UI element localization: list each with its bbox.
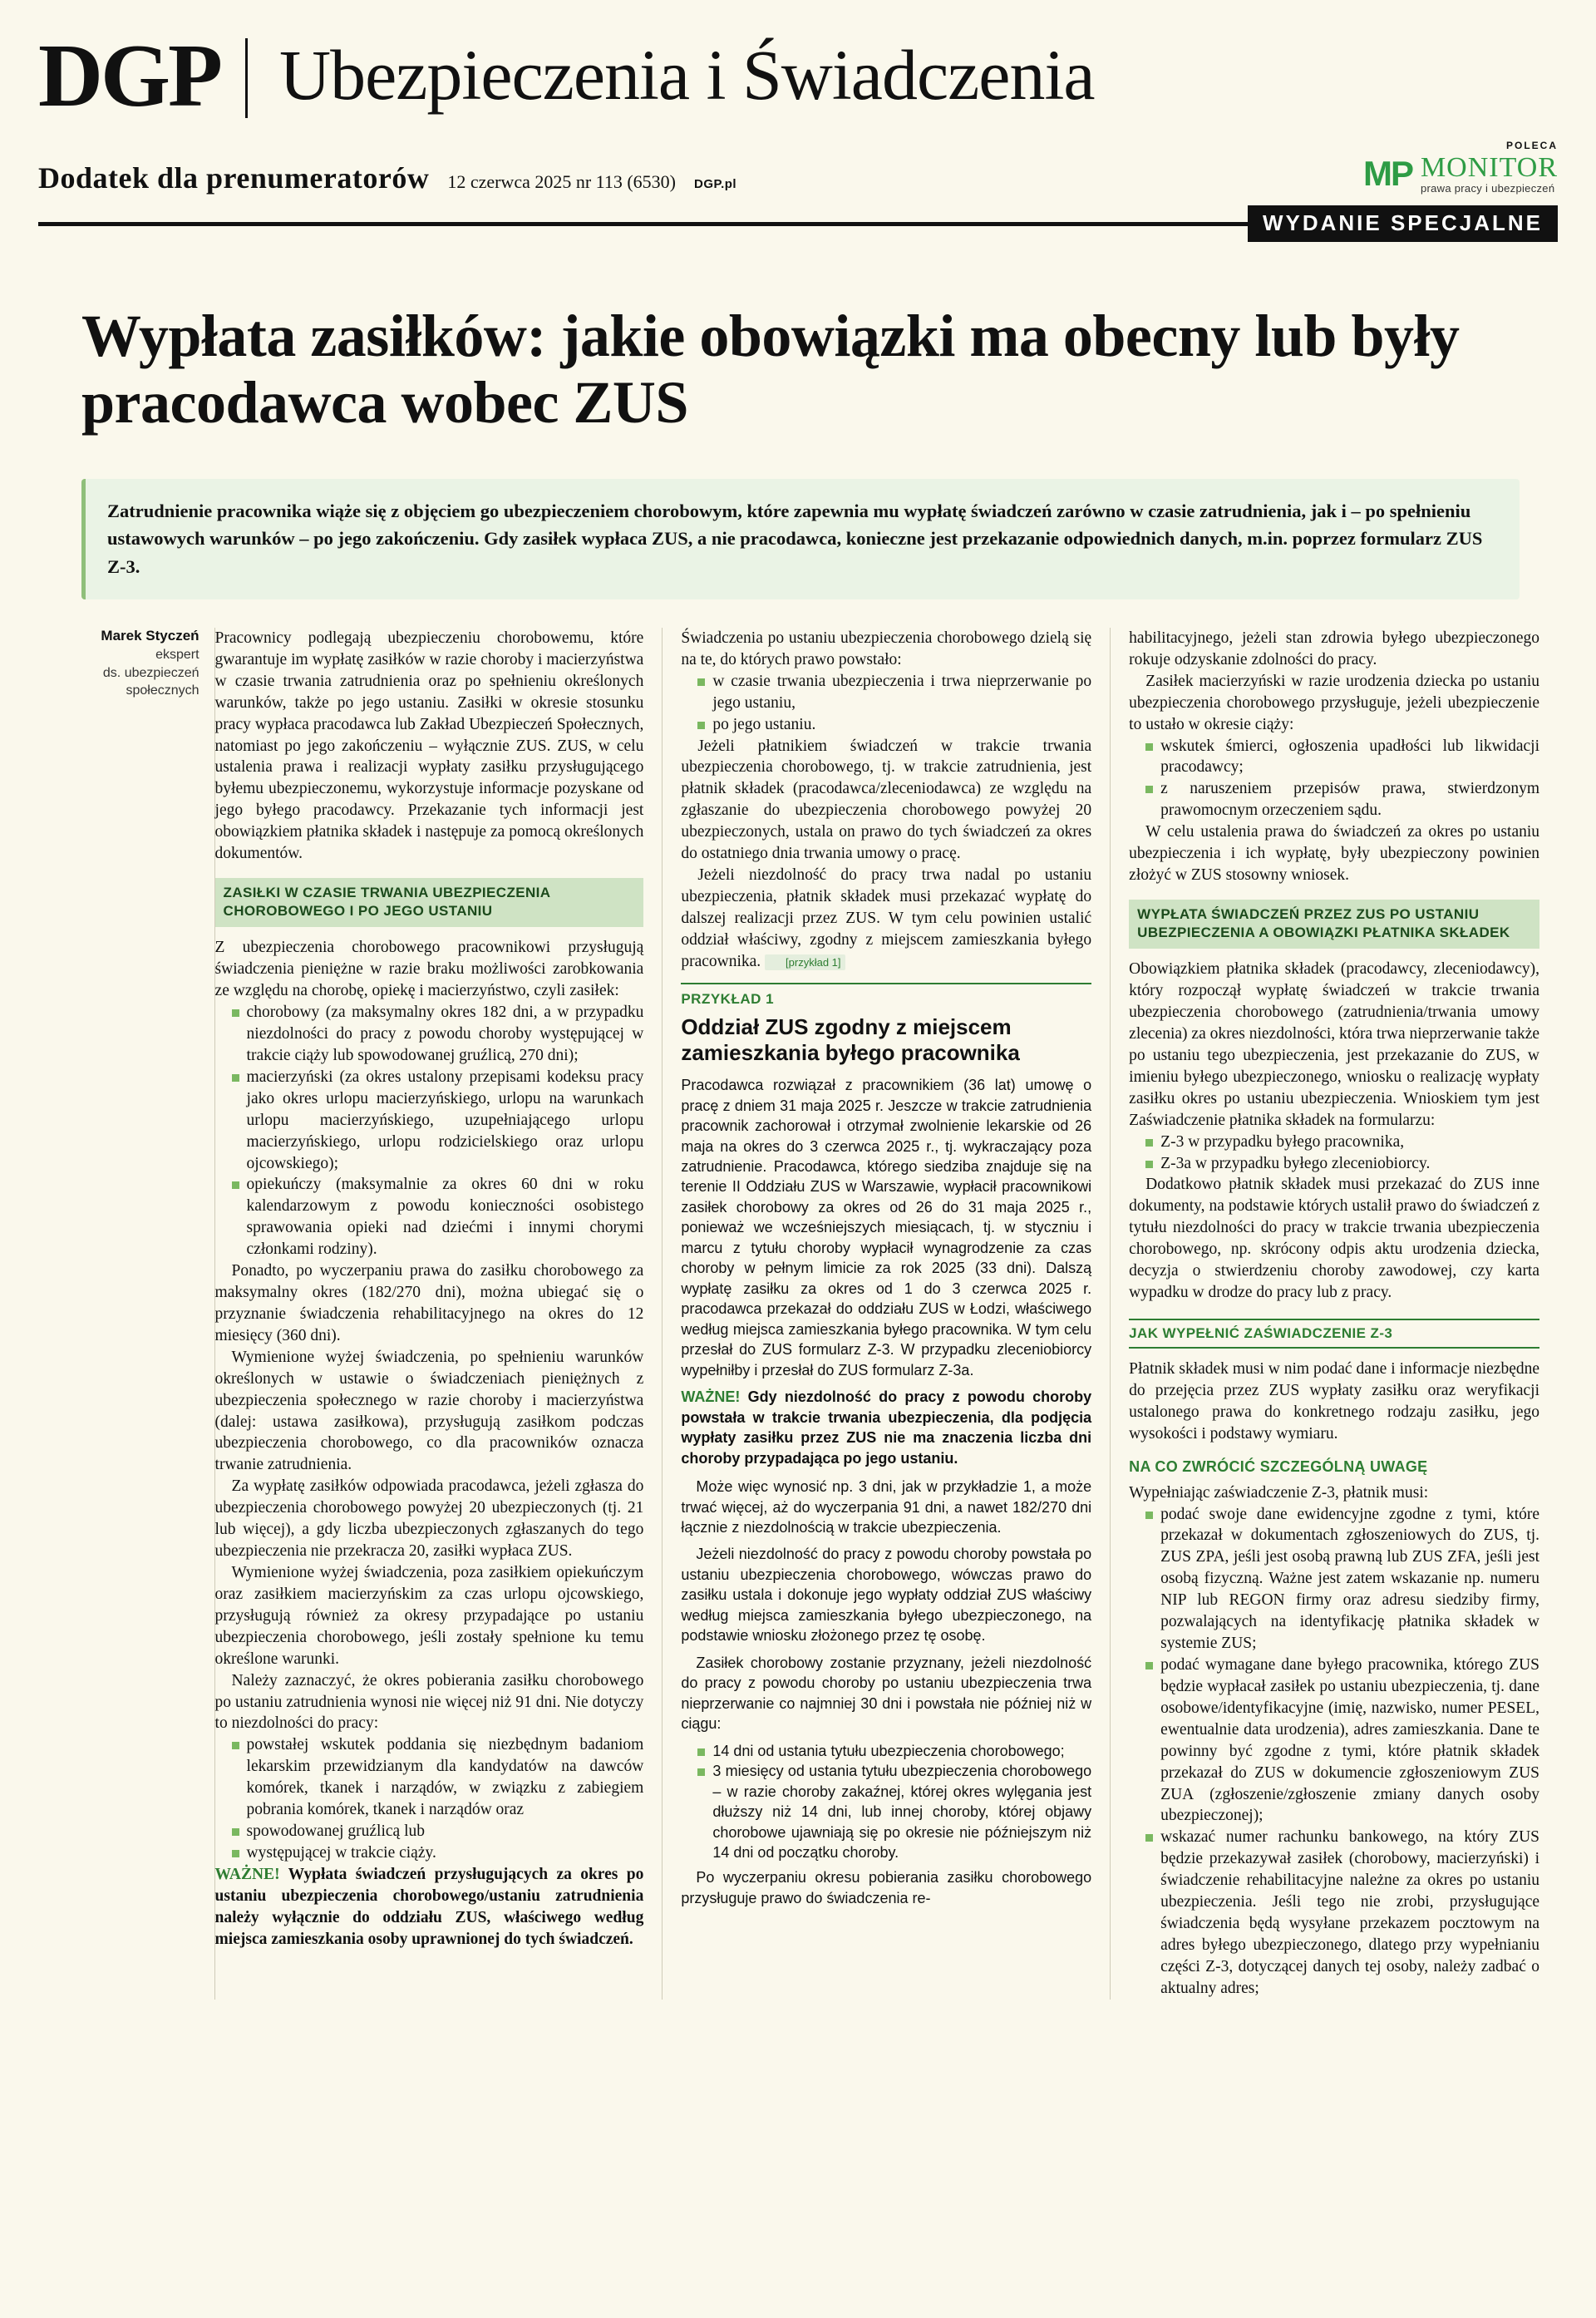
list-item: Z-3 w przypadku byłego pracownika, [1145, 1132, 1539, 1153]
bullet-list [1129, 736, 1539, 822]
masthead-title: Ubezpieczenia i Świadczenia [278, 35, 1095, 115]
masthead-subrow [38, 140, 1558, 195]
important-note [215, 1864, 644, 1951]
mp-logo: MP [1362, 153, 1412, 193]
bullet-list [215, 1734, 644, 1864]
example-important [681, 1387, 1091, 1468]
paragraph: Pracownicy podlegają ubezpieczeniu chorobowemu, które gwarantuje im wypłatę zasiłków w razie choroby i macierzyństwa w czasie trwania zatrudnienia oraz po spełnieniu określonych warunków, także po jego ustaniu. Zasiłki w okresie stosunku pracy wypłaca pracodawca lub Zakład Ubezpieczeń Społecznych, natomiast po jego zakończeniu – wyłącznie ZUS. ZUS, w celu ustalenia prawa i realizacji wypłaty zasiłku przysługującego byłemu ubezpieczonemu, wykorzystuje informacje pozyskane od jego byłego pracodawcy. Przekazanie tych informacji jest obowiązkiem płatnika składek i następuje za pomocą określonych dokumentów. [214, 629, 644, 863]
section-heading-1: ZASIŁKI W CZASIE TRWANIA UBEZPIECZENIA CHOROBOWEGO I PO JEGO USTANIU [215, 878, 644, 927]
site-label: DGP.pl [694, 177, 737, 192]
important-text: Gdy niezdolność do pracy z powodu choroby powstała w trakcie trwania ubezpieczenia, dla podjęcia wypłaty zasiłku przez ZUS nie ma znaczenia liczba dni choroby przypadająca po jego ustaniu. [681, 1388, 1092, 1467]
paragraph: Za wypłatę zasiłków odpowiada pracodawca, jeżeli zgłasza do ubezpieczenia chorobowego powyżej 20 ubezpieczonych (tj. 21 lub więcej), a gdy liczba ubezpieczonych zgłaszanych do tego ubezpieczenia nie przekracza 20, zasiłki wypłaca ZUS. [214, 1477, 644, 1561]
list-item: podać wymagane dane byłego pracownika, którego ZUS będzie wypłacał zasiłek po ustaniu ubezpieczenia, tj. dane osobowe/identyfikacyjne (imię, nazwisko, numer PESEL, ewentualnie data urodzenia), adres zamieszkania. Dane te powinny być zgodne z tymi, które płatnik składek przekazał do ZUS w dokumencie zgłoszeniowym ZUS ZUA (zgłoszenie/zgłoszenie zmiany danych osoby ubezpieczonej); [1145, 1655, 1539, 1827]
bullet-list [681, 671, 1091, 736]
paragraph: Wypełniając zaświadczenie Z-3, płatnik musi: [1129, 1483, 1429, 1502]
list-item: opiekuńczy (maksymalnie za okres 60 dni w roku kalendarzowym z powodu konieczności osobistego sprawowania opieki nad dziećmi i innymi chorymi członkami rodziny). [232, 1174, 644, 1260]
example-reference-tag[interactable]: [przykład 1] [765, 954, 845, 970]
issue-date: 12 czerwca 2025 nr 113 (6530) [447, 171, 677, 193]
paragraph: Jeżeli płatnikiem świadczeń w trakcie trwania ubezpieczenia chorobowego, tj. w trakcie zatrudnienia, jest płatnik składek (pracodawca/zleceniodawca) ze względu na zgłaszanie do ubezpieczenia chorobowego powyżej 20 ubezpieczonych, ustala on prawo do tych świadczeń za okres do ostatniego dnia trwania umowy o pracę. [681, 737, 1092, 863]
paragraph: Płatnik składek musi w nim podać dane i informacje niezbędne do przejęcia przez ZUS wypłaty zasiłku oraz weryfikacji ustalonego prawa do konkretnego rodzaju zasiłku, jego wysokości i podstawy wymiaru. [1129, 1359, 1540, 1443]
list-item: 3 miesięcy od ustania tytułu ubezpieczenia chorobowego – w razie choroby zakaźnej, której okres wylęgania jest dłuższy niż 14 dni, lub innej choroby, której objawy chorobowe ujawniają się po okresie nie późniejszym niż 14 dni od początku choroby. [697, 1761, 1091, 1862]
paragraph: Należy zaznaczyć, że okres pobierania zasiłku chorobowego po ustaniu zatrudnienia wynosi nie więcej niż 91 dni. Nie dotyczy to niezdolności do pracy: [214, 1671, 644, 1733]
paragraph: Wymienione wyżej świadczenia, po spełnieniu warunków określonych w ustawie o świadczeniach pieniężnych z ubezpieczenia społecznego w razie choroby i macierzyństwa (dalej: ustawa zasiłkowa), przysługują zasiłkom podczas ubezpieczenia chorobowego, co dla pracowników oznacza trwanie zatrudnienia. [214, 1348, 644, 1474]
section-heading-2: WYPŁATA ŚWIADCZEŃ PRZEZ ZUS PO USTANIU UBEZPIECZENIA A OBOWIĄZKI PŁATNIKA SKŁADEK [1129, 900, 1539, 949]
author-role-1: ekspert [155, 647, 200, 662]
masthead-rule [38, 205, 1558, 242]
example-paragraph: Może więc wynosić np. 3 dni, jak w przykładzie 1, a może trwać więcej, aż do wyczerpania 91 dni, a nawet 182/270 dni łącznie z niezdolnością w trakcie ubezpieczenia. [681, 1478, 1092, 1536]
author-block [38, 628, 214, 2000]
paragraph-text: Jeżeli niezdolność do pracy trwa nadal po ustaniu ubezpieczenia, płatnik składek musi przekazać wypłatę do dalszej realizacji przez ZUS. W tym celu powinien ustalić oddział właściwy, zgodny z miejscem zamieszkania byłego pracownika. [681, 866, 1092, 970]
paragraph: Obowiązkiem płatnika składek (pracodawcy, zleceniodawcy), który rozpoczął wypłatę świadczeń w trakcie trwania ubezpieczenia chorobowego (zatrudnienia/trwania umowy zlecenia) za okres niezdolności, która trwa nieprzerwanie także po ustaniu tego ubezpieczenia, jest przekazanie do ZUS, w imieniu byłego ubezpieczonego, wniosku o realizację wypłaty zasiłku okres po ustaniu ubezpieczenia. Wnioskiem tym jest Zaświadczenie płatnika składek na formularzu: [1129, 960, 1540, 1129]
lead-box [81, 479, 1520, 599]
list-item: występującej w trakcie ciąży. [232, 1842, 644, 1864]
example-paragraph: Jeżeli niezdolność do pracy z powodu choroby powstała po ustaniu ubezpieczenia chorobowego, wówczas prawo do zasiłku ustala i dokonuje jego wypłaty oddział ZUS właściwy według miejsca zamieszkania byłego ubezpieczonego, na podstawie wniosku złożonego przez tę osobę. [681, 1546, 1092, 1645]
article-body [38, 628, 1558, 2000]
paragraph: W celu ustalenia prawa do świadczeń za okres po ustaniu ubezpieczenia i ich wypłatę, były ubezpieczony powinien złożyć w ZUS stosowny wniosek. [1129, 823, 1540, 885]
special-edition-badge: WYDANIE SPECJALNE [1248, 205, 1558, 242]
section-heading-3: JAK WYPEŁNIĆ ZAŚWIADCZENIE Z-3 [1129, 1319, 1539, 1349]
list-item: powstałej wskutek poddania się niezbędnym badaniom lekarskim przewidzianym dla kandydatów na dawców komórek, tkanek i narządów, w związku z zabiegiem pobrania komórek, tkanek i narządów oraz [232, 1734, 644, 1821]
list-item: podać swoje dane ewidencyjne zgodne z tymi, które przekazał w dokumentach zgłoszeniowych do ZUS, tj. ZUS ZPA, jeśli jest osobą prawną lub ZUS ZFA, jeśli jest osobą fizyczną. Ważne jest zatem wskazanie np. numeru NIP lub REGON firmy oraz adresu siedziby firmy, pozwalających na identyfikację płatnika składek w systemie ZUS; [1145, 1504, 1539, 1655]
paragraph: Dodatkowo płatnik składek musi przekazać do ZUS inne dokumenty, na podstawie których ustalił prawo do świadczeń z tytułu niezdolności do pracy w trakcie trwania ubezpieczenia chorobowego, np. skrócony odpis aktu urodzenia dziecka, decyzja o stwierdzeniu choroby zawodowej, czy karta wypadku w drodze do pracy lub z pracy. [1129, 1176, 1540, 1302]
list-item: wskazać numer rachunku bankowego, na który ZUS będzie przekazywał zasiłek (chorobowy, macierzyński) i świadczenie rehabilitacyjne należne za okres po ustaniu ubezpieczenia. Jeśli tego nie zrobi, przysługujące świadczenia będą wysyłane przekazem pocztowym na adres byłego ubezpieczonego, dlatego przy wypełnianiu części Z-3, dotyczącej danych tej osoby, należy zadbać o aktualny adres; [1145, 1827, 1539, 1999]
paragraph: Z ubezpieczenia chorobowego pracownikowi przysługują świadczenia pieniężne w razie braku możliwości zarobkowania ze względu na chorobę, opiekę i macierzyństwo, czyli zasiłek: [214, 939, 644, 1000]
subsection-heading: NA CO ZWRÓCIĆ SZCZEGÓLNĄ UWAGĘ [1129, 1457, 1428, 1475]
masthead-divider [245, 38, 248, 118]
lead-text: Zatrudnienie pracownika wiąże się z objęciem go ubezpieczeniem chorobowym, które zapewnia mu wypłatę świadczeń zarówno w czasie zatrudnienia, jak i – po spełnieniu ustawowych warunków – po jego zakończeniu. Gdy zasiłek wypłaca ZUS, a nie pracodawca, konieczne jest przekazanie odpowiednich danych, m.in. poprzez formularz ZUS Z-3. [107, 500, 1483, 578]
paragraph [681, 865, 1091, 973]
author-role-2: ds. ubezpieczeń [102, 665, 200, 680]
monitor-subtitle: prawa pracy i ubezpieczeń [1420, 181, 1555, 195]
sponsor-block [1363, 140, 1558, 195]
important-label: WAŻNE! [214, 1865, 280, 1883]
rule-line [38, 222, 1248, 226]
example-paragraph: Zasiłek chorobowy zostanie przyznany, jeżeli niezdolność do pracy z powodu choroby po ustaniu ubezpieczenia trwa nieprzerwanie co najmniej 30 dni i powstała nie później niż w ciągu: [681, 1654, 1092, 1733]
supplement-label: Dodatek dla prenumeratorów [38, 161, 430, 195]
paragraph: Świadczenia po ustaniu ubezpieczenia chorobowego dzielą się na te, do których prawo powstało: [681, 629, 1092, 668]
list-item: w czasie trwania ubezpieczenia i trwa nieprzerwanie po jego ustaniu, [697, 671, 1091, 714]
author-role-3: społecznych [126, 683, 200, 698]
paragraph: Wymienione wyżej świadczenia, poza zasiłkiem opiekuńczym oraz zasiłkiem macierzyńskim za czas urlopu ojcowskiego, przysługują również za okresy przypadające po ustaniu ubezpieczenia chorobowego, jeśli zostały spełnione ku temu określone warunki. [214, 1564, 644, 1668]
author-name: Marek Styczeń [101, 627, 200, 644]
monitor-title: MONITOR [1420, 152, 1558, 183]
list-item: 14 dni od ustania tytułu ubezpieczenia chorobowego; [697, 1741, 1091, 1761]
example-paragraph: Po wyczerpaniu okresu pobierania zasiłku chorobowego przysługuje prawo do świadczenia re- [681, 1869, 1092, 1906]
important-label: WAŻNE! [681, 1388, 741, 1406]
list-item: chorobowy (za maksymalny okres 182 dni, a w przypadku niezdolności do pracy z powodu choroby występującej w trakcie ciąży lub spowodowanej gruźlicą, 270 dni); [232, 1002, 644, 1067]
list-item: po jego ustaniu. [697, 714, 1091, 736]
example-label: PRZYKŁAD 1 [681, 990, 775, 1007]
paragraph: Zasiłek macierzyński w razie urodzenia dziecka po ustaniu ubezpieczenia chorobowego przysługuje, jeżeli ubezpieczenie to ustało w okresie ciąży: [1129, 672, 1540, 733]
list-item: macierzyński (za okres ustalony przepisami kodeksu pracy jako okres urlopu macierzyńskiego, urlopu na warunkach urlopu macierzyńskiego, uzupełniającego urlopu macierzyńskiego, urlopu rodzicielskiego oraz urlopu ojcowskiego); [232, 1067, 644, 1175]
column-3 [1110, 628, 1558, 2000]
column-1 [214, 628, 663, 2000]
column-2 [662, 628, 1110, 2000]
poleca-label: POLECA [1505, 140, 1558, 151]
example-title: Oddział ZUS zgodny z miejscem zamieszkania byłego pracownika [681, 1014, 1020, 1066]
bullet-list [1129, 1504, 1539, 2000]
list-item: spowodowanej gruźlicą lub [232, 1821, 644, 1842]
example-paragraph: Pracodawca rozwiązał z pracownikiem (36 lat) umowę o pracę z dniem 31 maja 2025 r. Jeszcze w trakcie zatrudnienia pracownik zachorował i otrzymał zwolnienie lekarskie od 26 maja na okres do 3 czerwca 2025 r., tj. wykraczający poza zatrudnienie. Pracodawca, którego siedziba znajduje się na terenie II Oddziału ZUS w Warszawie, wypłacił pracownikowi zasiłek chorobowy za okres od 26 do 31 maja 2025 r., ponieważ we wcześniejszych miesiącach, tj. w styczniu i marcu z tytułu choroby wypłacił wynagrodzenie za czas choroby w pełnym limicie za rok 2025 (33 dni). Dalszą wypłatę zasiłku za okres od 1 do 3 czerwca 2025 r. pracodawca przekazał do oddziału ZUS w Łodzi, właściwego według miejsca zamieszkania byłego pracownika. W tym celu przesłał do ZUS formularz Z-3. W przypadku zleceniobiorcy wypełniłby i przesłał do ZUS formularz Z-3a. [681, 1077, 1092, 1378]
masthead [38, 23, 1558, 126]
list-item: wskutek śmierci, ogłoszenia upadłości lub likwidacji pracodawcy; [1145, 736, 1539, 779]
list-item: z naruszeniem przepisów prawa, stwierdzonym prawomocnym orzeczeniem sądu. [1145, 778, 1539, 821]
bullet-list [681, 1741, 1091, 1863]
example-box [681, 983, 1091, 1909]
paragraph: Ponadto, po wyczerpaniu prawa do zasiłku chorobowego za maksymalny okres (182/270 dni), można ubiegać się o przyznanie świadczenia rehabilitacyjnego na okres do 12 miesięcy (360 dni). [214, 1262, 644, 1344]
page-title: Wypłata zasiłków: jakie obowiązki ma obecny lub były pracodawca wobec ZUS [81, 303, 1460, 436]
list-item: Z-3a w przypadku byłego zleceniobiorcy. [1145, 1153, 1539, 1175]
paragraph: habilitacyjnego, jeżeli stan zdrowia byłego ubezpieczonego rokuje odzyskanie zdolności do pracy. [1129, 629, 1540, 668]
bullet-list [215, 1002, 644, 1260]
dgp-logo: DGP [38, 27, 220, 126]
important-text: Wypłata świadczeń przysługujących za okres po ustaniu ubezpieczenia chorobowego/ustaniu zatrudnienia należy wyłącznie do oddziału ZUS, właściwego według miejsca zamieszkania osoby uprawnionej do tych świadczeń. [214, 1865, 644, 1948]
bullet-list [1129, 1132, 1539, 1175]
